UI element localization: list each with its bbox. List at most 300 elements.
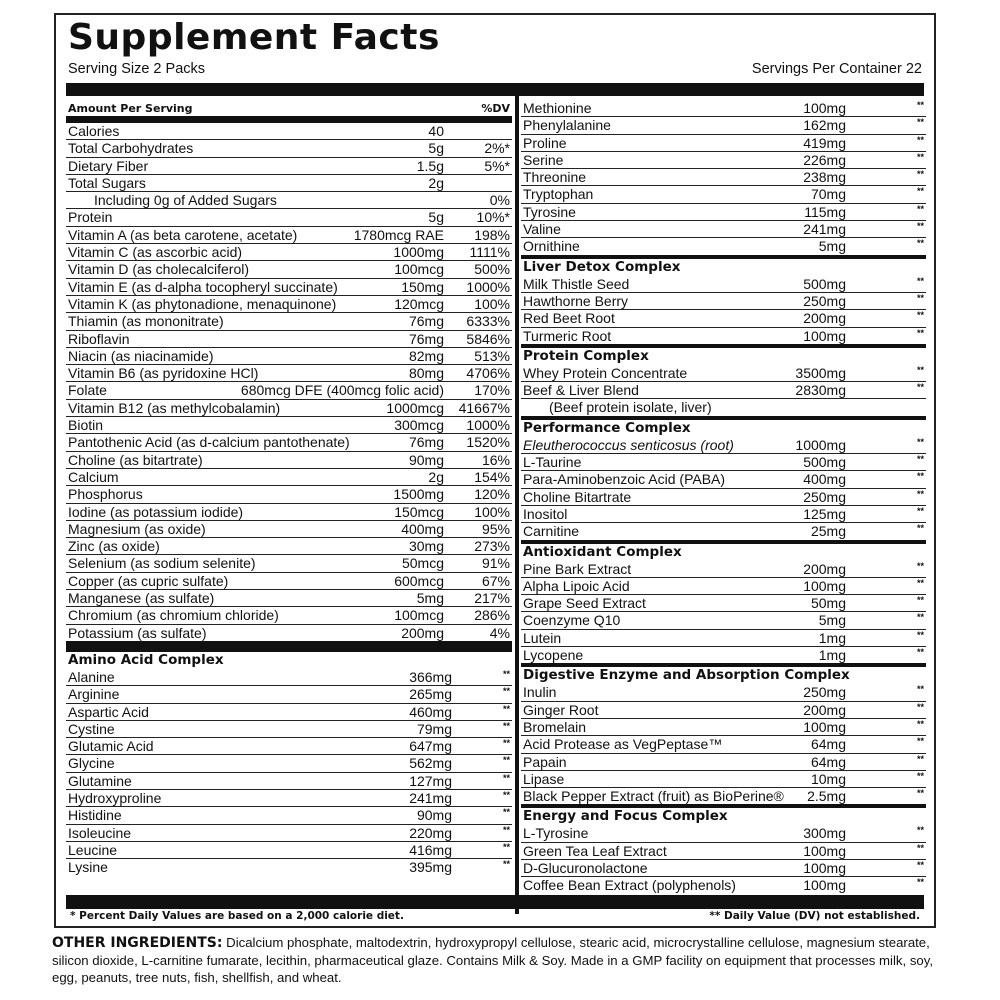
- left-column: [66, 100, 512, 875]
- dv-not-established-mark: **: [916, 238, 924, 249]
- ingredient-name: Glutamic Acid: [68, 738, 154, 755]
- dv-not-established-mark: **: [916, 275, 924, 286]
- amino-acid-section: [66, 652, 512, 876]
- complex-section: [521, 540, 926, 664]
- ingredient-amount: 300mcg: [394, 417, 444, 434]
- ingredient-amount: 400mg: [401, 520, 444, 537]
- complex-row: [521, 877, 926, 893]
- amino-row: [521, 135, 926, 152]
- ingredient-amount: 115mg: [804, 203, 846, 220]
- daily-value: 95%: [481, 520, 510, 537]
- complex-section: [521, 804, 926, 893]
- ingredient-name: Thiamin (as mononitrate): [68, 313, 224, 330]
- nutrient-row: [66, 573, 512, 590]
- dv-header: %DV: [481, 102, 510, 115]
- daily-value: 5%*: [484, 157, 510, 174]
- nutrient-row: [66, 244, 512, 261]
- ingredient-amount: 200mg: [803, 701, 846, 718]
- complex-row: [521, 276, 926, 293]
- dv-not-established-mark: **: [916, 736, 924, 747]
- ingredient-amount: 40: [428, 123, 444, 139]
- ingredient-name: Grape Seed Extract: [523, 595, 646, 612]
- ingredient-name: Vitamin K (as phytonadione, menaquinone): [68, 295, 337, 312]
- dv-not-established-mark: **: [916, 151, 924, 162]
- dv-not-established-mark: **: [502, 859, 510, 870]
- ingredient-amount: 1000mg: [795, 436, 846, 453]
- ingredient-name: Tyrosine: [523, 203, 576, 220]
- amino-row: [521, 117, 926, 134]
- ingredient-amount: 120mcg: [394, 295, 444, 312]
- ingredient-amount: 226mg: [803, 151, 846, 168]
- complex-section: [521, 663, 926, 804]
- ingredient-name: Leucine: [68, 841, 118, 858]
- ingredient-name: Selenium (as sodium selenite): [68, 555, 256, 572]
- nutrient-row: [66, 469, 512, 486]
- ingredient-amount: 90mg: [416, 807, 452, 824]
- section-title: Protein Complex: [523, 347, 649, 364]
- nutrient-row: [66, 192, 512, 209]
- daily-value: 4%: [489, 624, 510, 641]
- amino-row: [66, 738, 512, 755]
- ingredient-name: Pantothenic Acid (as d-calcium pantothenate): [68, 434, 350, 451]
- daily-value: 4706%: [466, 365, 510, 382]
- complex-row: [521, 365, 926, 382]
- ingredient-name: Green Tea Leaf Extract: [523, 842, 667, 859]
- complex-row: [521, 523, 926, 539]
- daily-value: 1520%: [466, 434, 510, 451]
- daily-value: 6333%: [466, 313, 510, 330]
- ingredient-amount: 2.5mg: [807, 788, 846, 805]
- ingredient-amount: 1mg: [818, 629, 846, 646]
- dv-not-established-mark: **: [916, 859, 924, 870]
- ingredient-name: Biotin: [68, 417, 104, 434]
- complex-row: [521, 754, 926, 771]
- other-ingredients-label: OTHER INGREDIENTS:: [52, 935, 223, 951]
- ingredient-name: Para-Aminobenzoic Acid (PABA): [523, 471, 726, 488]
- complex-row: [521, 293, 926, 310]
- ingredient-name: Glutamine: [68, 772, 132, 789]
- dv-not-established-mark: **: [916, 327, 924, 338]
- amino-row: [66, 807, 512, 824]
- ingredient-amount: 150mg: [401, 278, 444, 295]
- nutrient-row: [66, 538, 512, 555]
- nutrient-row: [66, 607, 512, 624]
- ingredient-name: Coffee Bean Extract (polyphenols): [523, 877, 736, 894]
- complex-row: [521, 578, 926, 595]
- amino-row: [66, 825, 512, 842]
- ingredient-name: D-Glucuronolactone: [523, 859, 648, 876]
- ingredient-amount: 100mg: [803, 859, 846, 876]
- ingredient-amount: 79mg: [416, 720, 452, 737]
- dv-not-established-mark: **: [916, 436, 924, 447]
- ingredient-amount: 647mg: [409, 738, 452, 755]
- ingredient-name: Inositol: [523, 505, 568, 522]
- daily-value: 500%: [474, 261, 510, 278]
- ingredient-name: Protein: [68, 209, 113, 226]
- ingredient-name: Chromium (as chromium chloride): [68, 607, 279, 624]
- dv-not-established-mark: **: [916, 505, 924, 516]
- ingredient-amount: 100mcg: [394, 607, 444, 624]
- ingredient-amount: 5g: [428, 140, 444, 157]
- ingredient-amount: 64mg: [810, 736, 846, 753]
- section-title: Performance Complex: [523, 419, 691, 436]
- footnote-not-established: ** Daily Value (DV) not established.: [709, 910, 920, 922]
- complex-row: [521, 454, 926, 471]
- ingredient-amount: 1780mcg RAE: [353, 226, 444, 243]
- ingredient-name: Whey Protein Concentrate: [523, 364, 688, 381]
- complex-row: [521, 647, 926, 663]
- daily-value: 286%: [474, 607, 510, 624]
- dv-not-established-mark: **: [916, 203, 924, 214]
- complex-row: [521, 719, 926, 736]
- ingredient-amount: 50mcg: [401, 555, 444, 572]
- complex-section: [521, 344, 926, 416]
- daily-value: 1111%: [469, 244, 510, 261]
- daily-value: 273%: [474, 538, 510, 555]
- panel-title: Supplement Facts: [68, 17, 440, 58]
- ingredient-amount: 30mg: [408, 538, 444, 555]
- ingredient-amount: 250mg: [803, 684, 846, 701]
- ingredient-name: Aspartic Acid: [68, 703, 149, 720]
- daily-value: 100%: [474, 295, 510, 312]
- nutrient-row: [66, 279, 512, 296]
- amino-row: [66, 704, 512, 721]
- dv-not-established-mark: **: [916, 684, 924, 695]
- ingredient-name: Choline Bitartrate: [523, 488, 632, 505]
- nutrient-row: [66, 555, 512, 572]
- ingredient-name: L-Taurine: [523, 454, 582, 471]
- ingredient-name: Tryptophan: [523, 186, 594, 203]
- daily-value: 5846%: [466, 330, 510, 347]
- daily-value: 198%: [474, 226, 510, 243]
- nutrient-row: [66, 348, 512, 365]
- ingredient-name: Choline (as bitartrate): [68, 451, 203, 468]
- ingredient-name: Ornithine: [523, 238, 580, 255]
- dv-not-established-mark: **: [916, 523, 924, 534]
- complex-row: [521, 860, 926, 877]
- ingredient-name: Arginine: [68, 686, 120, 703]
- complex-row: [521, 788, 926, 804]
- ingredient-amount: 127mg: [409, 772, 452, 789]
- dv-not-established-mark: **: [916, 560, 924, 571]
- complex-row: [521, 702, 926, 719]
- amino-row: [521, 238, 926, 254]
- ingredient-name: L-Tyrosine: [523, 825, 589, 842]
- ingredient-name: Threonine: [523, 169, 587, 186]
- ingredient-amount: 562mg: [409, 755, 452, 772]
- ingredient-name: Copper (as cupric sulfate): [68, 572, 229, 589]
- ingredient-amount: 265mg: [409, 686, 452, 703]
- ingredient-name: Lutein: [523, 629, 562, 646]
- dv-not-established-mark: **: [916, 770, 924, 781]
- dv-not-established-mark: **: [916, 454, 924, 465]
- complex-row: [521, 684, 926, 701]
- amino-row: [66, 790, 512, 807]
- complex-row: [521, 771, 926, 788]
- ingredient-name: Cystine: [68, 720, 115, 737]
- amino-row: [66, 669, 512, 686]
- ingredient-name: Valine: [523, 221, 561, 238]
- ingredient-amount: 250mg: [803, 488, 846, 505]
- nutrient-row: [66, 227, 512, 244]
- daily-value: 120%: [474, 486, 510, 503]
- ingredient-name: Calcium: [68, 468, 119, 485]
- daily-value: 513%: [474, 347, 510, 364]
- dv-not-established-mark: **: [916, 186, 924, 197]
- ingredient-name: Total Carbohydrates: [68, 140, 194, 157]
- ingredient-amount: 25mg: [810, 523, 846, 540]
- daily-value: 10%*: [476, 209, 510, 226]
- ingredient-name: Serine: [523, 151, 564, 168]
- other-ingredients: [52, 934, 942, 986]
- ingredient-amount: 2g: [428, 468, 444, 485]
- ingredient-name: Vitamin D (as cholecalciferol): [68, 261, 250, 278]
- ingredient-amount: 460mg: [409, 703, 452, 720]
- ingredient-amount: 220mg: [409, 824, 452, 841]
- dv-not-established-mark: **: [502, 807, 510, 818]
- daily-value: 0%: [489, 192, 510, 209]
- ingredient-name: Total Sugars: [68, 174, 146, 191]
- footnote-dv: * Percent Daily Values are based on a 2,000 calorie diet.: [70, 910, 404, 922]
- dv-not-established-mark: **: [916, 701, 924, 712]
- nutrient-row: [66, 123, 512, 140]
- thick-rule: [66, 83, 924, 96]
- section-title: Antioxidant Complex: [523, 543, 682, 560]
- ingredient-name: Vitamin C (as ascorbic acid): [68, 244, 243, 261]
- ingredient-amount: 100mg: [803, 842, 846, 859]
- ingredient-name: Hawthorne Berry: [523, 292, 629, 309]
- amino-row: [66, 721, 512, 738]
- dv-not-established-mark: **: [502, 824, 510, 835]
- amino-row: [66, 755, 512, 772]
- dv-not-established-mark: **: [916, 647, 924, 658]
- ingredient-amount: 500mg: [803, 454, 846, 471]
- dv-not-established-mark: **: [502, 686, 510, 697]
- nutrient-row: [66, 331, 512, 348]
- ingredient-name: Red Beet Root: [523, 310, 615, 327]
- amino-row: [66, 842, 512, 859]
- ingredient-amount: 200mg: [401, 624, 444, 641]
- nutrient-row: [66, 382, 512, 399]
- nutrient-row: [66, 313, 512, 330]
- ingredient-name: Coenzyme Q10: [523, 612, 621, 629]
- ingredient-amount: 241mg: [803, 221, 846, 238]
- ingredient-name: Lycopene: [523, 647, 584, 664]
- amino-row: [521, 100, 926, 117]
- dv-not-established-mark: **: [502, 738, 510, 749]
- ingredient-name: Black Pepper Extract (fruit) as BioPerine®: [523, 788, 784, 805]
- ingredient-name: Proline: [523, 134, 567, 151]
- ingredient-amount: 100mg: [803, 577, 846, 594]
- ingredient-amount: 200mg: [803, 560, 846, 577]
- amino-row: [521, 186, 926, 203]
- nutrient-row: [66, 365, 512, 382]
- ingredient-name: Lysine: [68, 859, 108, 876]
- complex-row: [521, 489, 926, 506]
- ingredient-name: Vitamin B12 (as methylcobalamin): [68, 399, 281, 416]
- section-title: Energy and Focus Complex: [523, 808, 728, 825]
- ingredient-name: Vitamin B6 (as pyridoxine HCl): [68, 365, 259, 382]
- ingredient-name: Isoleucine: [68, 824, 132, 841]
- dv-not-established-mark: **: [916, 117, 924, 128]
- complex-row: [521, 399, 926, 415]
- ingredient-name: Potassium (as sulfate): [68, 624, 207, 641]
- ingredient-amount: 200mg: [803, 310, 846, 327]
- ingredient-amount: 5mg: [416, 590, 444, 607]
- amino-row: [66, 686, 512, 703]
- dv-not-established-mark: **: [916, 382, 924, 393]
- header-rule: [66, 116, 512, 123]
- complex-sections: [521, 255, 926, 894]
- ingredient-name: Alpha Lipoic Acid: [523, 577, 630, 594]
- nutrient-row: [66, 590, 512, 607]
- ingredient-amount: 82mg: [408, 347, 444, 364]
- ingredient-name: Manganese (as sulfate): [68, 590, 215, 607]
- daily-value: 41667%: [458, 399, 510, 416]
- nutrient-row: [66, 175, 512, 192]
- ingredient-amount: 419mg: [803, 134, 846, 151]
- amino-row: [521, 152, 926, 169]
- ingredient-name: Lipase: [523, 770, 565, 787]
- footer-rule: [66, 895, 924, 909]
- ingredient-amount: 2g: [428, 174, 444, 191]
- ingredient-amount: 80mg: [408, 365, 444, 382]
- section-title: Amino Acid Complex: [68, 651, 224, 668]
- ingredient-name: Bromelain: [523, 718, 587, 735]
- ingredient-amount: 5mg: [818, 238, 846, 255]
- ingredient-name: Ginger Root: [523, 701, 599, 718]
- nutrient-row: [66, 140, 512, 157]
- nutrient-row: [66, 400, 512, 417]
- nutrient-row: [66, 209, 512, 226]
- ingredient-amount: 395mg: [409, 859, 452, 876]
- dv-not-established-mark: **: [916, 825, 924, 836]
- dv-not-established-mark: **: [916, 169, 924, 180]
- ingredient-name: Pine Bark Extract: [523, 560, 632, 577]
- complex-row: [521, 328, 926, 344]
- daily-value: 2%*: [484, 140, 510, 157]
- complex-row: [521, 506, 926, 523]
- ingredient-name: Vitamin A (as beta carotene, acetate): [68, 226, 298, 243]
- daily-value: 217%: [474, 590, 510, 607]
- ingredient-amount: 100mg: [803, 877, 846, 894]
- ingredient-amount: 100mg: [803, 327, 846, 344]
- ingredient-amount: 300mg: [803, 825, 846, 842]
- amino-list: [66, 669, 512, 876]
- ingredient-name: Acid Protease as VegPeptase™: [523, 736, 723, 753]
- ingredient-amount: 70mg: [810, 186, 846, 203]
- daily-value: 67%: [481, 572, 510, 589]
- dv-not-established-mark: **: [502, 755, 510, 766]
- table-header: [66, 100, 512, 116]
- serving-size: Serving Size 2 Packs: [68, 61, 206, 77]
- section-title: Digestive Enzyme and Absorption Complex: [523, 667, 850, 684]
- ingredient-name: Niacin (as niacinamide): [68, 347, 214, 364]
- complex-row: [521, 561, 926, 578]
- ingredient-amount: 90mg: [408, 451, 444, 468]
- ingredient-amount: 366mg: [409, 668, 452, 685]
- complex-section: [521, 416, 926, 540]
- dv-not-established-mark: **: [502, 772, 510, 783]
- column-divider: [515, 96, 519, 914]
- dv-not-established-mark: **: [916, 221, 924, 232]
- dv-not-established-mark: **: [916, 877, 924, 888]
- dv-not-established-mark: **: [916, 595, 924, 606]
- ingredient-amount: 416mg: [409, 841, 452, 858]
- ingredient-name: Hydroxyproline: [68, 789, 162, 806]
- daily-value: 170%: [474, 382, 510, 399]
- amino-row: [521, 221, 926, 238]
- ingredient-name: Beef & Liver Blend: [523, 382, 639, 399]
- ingredient-name: Glycine: [68, 755, 115, 772]
- supplement-facts-panel: [54, 13, 936, 928]
- daily-value: 16%: [481, 451, 510, 468]
- ingredient-amount: 250mg: [803, 292, 846, 309]
- complex-row: [521, 630, 926, 647]
- dv-not-established-mark: **: [502, 841, 510, 852]
- nutrient-row: [66, 417, 512, 434]
- ingredient-amount: 241mg: [409, 789, 452, 806]
- section-title: Liver Detox Complex: [523, 258, 681, 275]
- complex-row: [521, 595, 926, 612]
- ingredient-name: Turmeric Root: [523, 327, 612, 344]
- dv-not-established-mark: **: [916, 471, 924, 482]
- daily-value: 1000%: [466, 278, 510, 295]
- ingredient-name: Including 0g of Added Sugars: [94, 192, 277, 209]
- nutrient-row: [66, 521, 512, 538]
- ingredient-name: Vitamin E (as d-alpha tocopheryl succinate): [68, 278, 338, 295]
- ingredient-amount: 150mcg: [394, 503, 444, 520]
- ingredient-amount: 5mg: [818, 612, 846, 629]
- dv-not-established-mark: **: [502, 720, 510, 731]
- ingredient-amount: 100mg: [803, 100, 846, 116]
- dv-not-established-mark: **: [916, 100, 924, 110]
- other-ingredients-text: Dicalcium phosphate, maltodextrin, hydroxypropyl cellulose, stearic acid, microcrystalline cellulose, magnesium stearate, silicon dioxide, L-carnitine fumarate, lecithin, pharmaceutical glaze. Contains Milk & Soy. Made in a GMP facility on equipment that processes milk, soy, egg, peanuts, tree nuts, fish, shellfish, and wheat.: [52, 935, 934, 985]
- ingredient-amount: 1mg: [818, 647, 846, 664]
- amino-continued-list: [521, 100, 926, 255]
- amino-row: [66, 859, 512, 875]
- ingredient-amount: 680mcg DFE (400mcg folic acid): [240, 382, 444, 399]
- ingredient-name: Zinc (as oxide): [68, 538, 160, 555]
- daily-value: 100%: [474, 503, 510, 520]
- ingredient-amount: 1000mcg: [386, 399, 444, 416]
- nutrient-row: [66, 261, 512, 278]
- ingredient-amount: 5g: [428, 209, 444, 226]
- amino-row: [521, 204, 926, 221]
- ingredient-amount: 2830mg: [795, 382, 846, 399]
- dv-not-established-mark: **: [502, 703, 510, 714]
- ingredient-amount: 500mg: [803, 275, 846, 292]
- ingredient-name: Eleutherococcus senticosus (root): [523, 436, 734, 453]
- ingredient-amount: 76mg: [408, 330, 444, 347]
- dv-not-established-mark: **: [502, 789, 510, 800]
- dv-not-established-mark: **: [916, 788, 924, 799]
- ingredient-name: Alanine: [68, 668, 115, 685]
- dv-not-established-mark: **: [916, 718, 924, 729]
- ingredient-amount: 400mg: [803, 471, 846, 488]
- ingredient-amount: 50mg: [810, 595, 846, 612]
- ingredient-amount: 100mg: [803, 718, 846, 735]
- ingredient-name: Milk Thistle Seed: [523, 275, 630, 292]
- complex-row: [521, 843, 926, 860]
- ingredient-name: Calories: [68, 123, 120, 139]
- nutrient-list: [66, 123, 512, 641]
- amino-row: [66, 773, 512, 790]
- dv-not-established-mark: **: [916, 842, 924, 853]
- ingredient-name: Dietary Fiber: [68, 157, 149, 174]
- nutrient-row: [66, 486, 512, 503]
- dv-not-established-mark: **: [916, 612, 924, 623]
